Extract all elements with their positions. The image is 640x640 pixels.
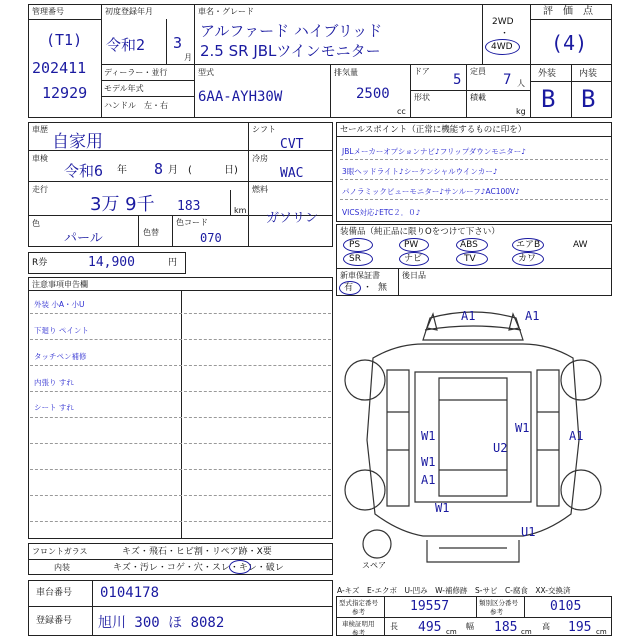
divider	[330, 64, 331, 118]
first-reg-era: 令和2	[106, 36, 146, 54]
sales-label: セールスポイント（正常に機能するものに印を）	[340, 125, 527, 135]
damage-mark: W1	[421, 429, 436, 443]
length-unit: cm	[446, 628, 457, 636]
equip-abs: ABS	[460, 240, 478, 250]
katashiki-label: 型式	[198, 68, 214, 77]
load-label: 積載	[470, 93, 486, 102]
divider	[28, 559, 333, 560]
usage-value: 自家用	[52, 132, 103, 152]
width-unit: cm	[521, 628, 532, 636]
equip-pw: PW	[404, 240, 419, 250]
warranty-yes: 有	[344, 283, 354, 293]
note-rule	[30, 469, 331, 470]
equip-tv: TV	[464, 254, 476, 264]
car-name-line1: アルファード ハイブリッド	[200, 22, 383, 40]
note-rule	[30, 417, 331, 418]
equip-aw: AW	[573, 240, 588, 250]
car-name-line2: 2.5 SR JBLツインモニター	[200, 42, 381, 60]
note-line: タッチペン補修	[34, 352, 87, 361]
divider	[466, 64, 467, 118]
r-price-label: R券	[32, 258, 48, 268]
front-glass-value: キズ・飛石・ヒビ割・リペア跡・X要	[122, 547, 272, 557]
divider	[28, 606, 333, 607]
equip-ps: PS	[349, 240, 361, 250]
katashiki-no: 19557	[410, 599, 450, 614]
dealer-label: ディーラー・並行	[104, 68, 168, 77]
warranty-no: 無	[378, 283, 388, 293]
warranty-label: 新車保証書	[340, 271, 380, 280]
model-year-label: モデル年式	[104, 84, 144, 93]
ext-label: 外装	[538, 69, 557, 79]
first-reg-month-unit: 月	[184, 53, 192, 62]
divider	[336, 136, 612, 137]
divider	[101, 64, 612, 65]
katashiki-value: 6AA-AYH30W	[198, 89, 283, 105]
drive-dot: ・	[500, 29, 510, 39]
note-rule	[30, 313, 331, 314]
damage-mark: U1	[521, 525, 536, 539]
displacement-label: 排気量	[334, 68, 358, 77]
rule	[340, 199, 608, 200]
katashiki-no-label: 型式指定番号	[339, 599, 378, 607]
divider	[530, 19, 612, 20]
equipment-label: 装備品（純正品に限りOをつけて下さい）	[340, 227, 500, 237]
divider	[166, 19, 167, 64]
chassis-value: 0104178	[100, 585, 160, 601]
height-label: 高	[542, 622, 550, 631]
spare-label: スペア	[362, 561, 386, 570]
plate-value: 旭川 300 ほ 8082	[98, 615, 225, 631]
load-unit: kg	[516, 107, 526, 116]
width-value: 185	[494, 620, 518, 635]
first-reg-label: 初度登録年月	[105, 7, 153, 16]
grade-value: (4)	[551, 31, 588, 55]
r-price-unit: 円	[168, 258, 178, 268]
divider	[194, 4, 195, 118]
mgmt-line2: 12929	[42, 84, 88, 102]
postscript-label: 後日品	[402, 271, 426, 280]
equip-sr: SR	[349, 254, 361, 264]
divider	[410, 90, 530, 91]
r-price-value: 14,900	[88, 255, 135, 270]
sales-line: 3眼ヘッドライト♪シーケンシャルウインカー♪	[342, 167, 498, 176]
displacement-value: 2500	[356, 86, 390, 102]
note-line: シート すれ	[34, 403, 74, 412]
divider	[571, 64, 572, 118]
damage-mark: A1	[569, 429, 584, 443]
equip-airbag: エアB	[516, 240, 541, 250]
damage-mark: W1	[435, 501, 450, 515]
notes-label: 注意事項申告欄	[32, 280, 88, 289]
note-line: 内張り すれ	[34, 378, 74, 387]
note-rule	[30, 495, 331, 496]
divider	[138, 215, 139, 247]
front-glass-label: フロントガラス	[32, 547, 88, 556]
note-rule	[30, 339, 331, 340]
divider	[482, 4, 483, 64]
height-unit: cm	[596, 628, 607, 636]
warranty-sep: ・	[363, 283, 373, 293]
interior-value: キズ・汚レ・コゲ・穴・スレ・キレ・破レ	[113, 563, 284, 573]
first-reg-month: 3	[173, 34, 183, 52]
divider	[398, 268, 399, 296]
inspection-month: 8	[154, 160, 164, 178]
divider	[101, 96, 194, 97]
height-value: 195	[568, 620, 592, 635]
color-code: 070	[200, 231, 222, 245]
note-line: 下廻り ペイント	[34, 326, 89, 335]
fuel-value: ガソリン	[266, 211, 319, 226]
note-rule	[30, 521, 331, 522]
usage-label: 車歴	[32, 125, 48, 134]
chassis-label: 車台番号	[36, 588, 73, 598]
handle-label: ハンドル 左・右	[104, 101, 168, 110]
katashiki-no-sub: 参考	[352, 608, 365, 616]
color-label: 色	[32, 219, 40, 228]
inspection-label: 車検	[32, 154, 48, 163]
aircon-label: 冷房	[252, 154, 268, 163]
equip-navi: ナビ	[404, 254, 423, 264]
ruibetsu: 0105	[550, 599, 582, 614]
interior-circle	[229, 560, 251, 574]
fuel-label: 燃料	[252, 185, 268, 194]
damage-mark: W1	[421, 455, 436, 469]
mgmt-label: 管理番号	[32, 7, 64, 16]
damage-mark: A1	[421, 473, 436, 487]
divider	[248, 122, 249, 247]
mileage-unit: km	[234, 206, 247, 215]
mileage-sub: 183	[177, 199, 201, 214]
divider	[384, 596, 385, 636]
inspection-year-unit: 年	[117, 165, 127, 176]
divider	[181, 290, 182, 539]
sales-line: JBLメーカーオプションナビ♪フリップダウンモニター♪	[342, 147, 527, 156]
note-line: 外装 小A・小U	[34, 300, 85, 309]
color-value: パール	[64, 231, 103, 246]
sales-line: パノラミックビューモニター♪サンルーフ♪AC100V♪	[342, 187, 520, 196]
divider	[524, 596, 525, 617]
mileage-label: 走行	[32, 185, 48, 194]
name-label: 車名・グレード	[198, 7, 254, 16]
inspection-month-unit: 月	[168, 165, 178, 176]
doors-label: ドア	[414, 67, 430, 76]
int-label: 内装	[579, 69, 598, 79]
damage-mark: W1	[515, 421, 530, 435]
divider	[336, 617, 612, 618]
inspection-paren: (	[188, 165, 192, 176]
capacity-label: 定員	[470, 67, 486, 76]
displacement-unit: cc	[397, 107, 406, 116]
color-code-label: 色コード	[176, 218, 208, 227]
divider	[172, 215, 173, 247]
divider	[28, 181, 333, 182]
inspection-era: 令和6	[64, 162, 104, 180]
ruibetsu-sub: 参考	[490, 608, 503, 616]
color-change-label: 色替	[143, 228, 159, 237]
divider	[101, 4, 102, 118]
capacity-unit: 人	[517, 79, 525, 88]
mgmt-line1: 202411	[32, 59, 87, 77]
note-rule	[30, 365, 331, 366]
ext-grade: B	[541, 85, 556, 113]
divider	[230, 190, 231, 215]
divider	[92, 580, 93, 636]
damage-mark: A1	[461, 309, 476, 323]
damage-mark: U2	[493, 441, 508, 455]
divider	[410, 64, 411, 118]
drive-2wd: 2WD	[492, 17, 514, 27]
doors-value: 5	[453, 72, 462, 88]
capacity-value: 7	[503, 72, 512, 88]
shift-value: CVT	[280, 137, 304, 152]
note-rule	[30, 443, 331, 444]
note-rule	[30, 391, 331, 392]
divider	[476, 596, 477, 617]
shaken-sub: 参考	[352, 629, 365, 637]
shift-label: シフト	[252, 125, 276, 134]
mileage-value: 3万 9千	[90, 194, 155, 215]
damage-mark: A1	[525, 309, 540, 323]
car-diagram	[335, 300, 612, 578]
divider	[101, 80, 194, 81]
sales-line: VICS対応♪ETC２．０♪	[342, 208, 421, 217]
divider	[28, 19, 101, 20]
interior-label: 内装	[54, 563, 70, 572]
shape-label: 形状	[414, 93, 430, 102]
equip-leather: カワ	[518, 254, 537, 264]
damage-legend: A-キズ E-エクボ U-凹み W-補修跡 S-サビ C-腐食 XX-交換済	[337, 586, 571, 595]
length-label: 長	[390, 622, 398, 631]
grade-label: 評 価 点	[543, 6, 593, 17]
rule	[340, 159, 608, 160]
drive-4wd: 4WD	[491, 42, 513, 52]
width-label: 幅	[466, 622, 474, 631]
aircon-value: WAC	[280, 166, 304, 181]
ruibetsu-label: 類別区分番号	[479, 599, 518, 607]
shaken-label: 車検証明用	[342, 620, 375, 628]
mgmt-code: (T1)	[46, 31, 83, 49]
inspection-day-unit: 日)	[224, 165, 238, 176]
int-grade: B	[581, 85, 596, 113]
length-value: 495	[418, 620, 442, 635]
divider	[530, 4, 531, 118]
plate-label: 登録番号	[36, 616, 73, 626]
rule	[340, 179, 608, 180]
